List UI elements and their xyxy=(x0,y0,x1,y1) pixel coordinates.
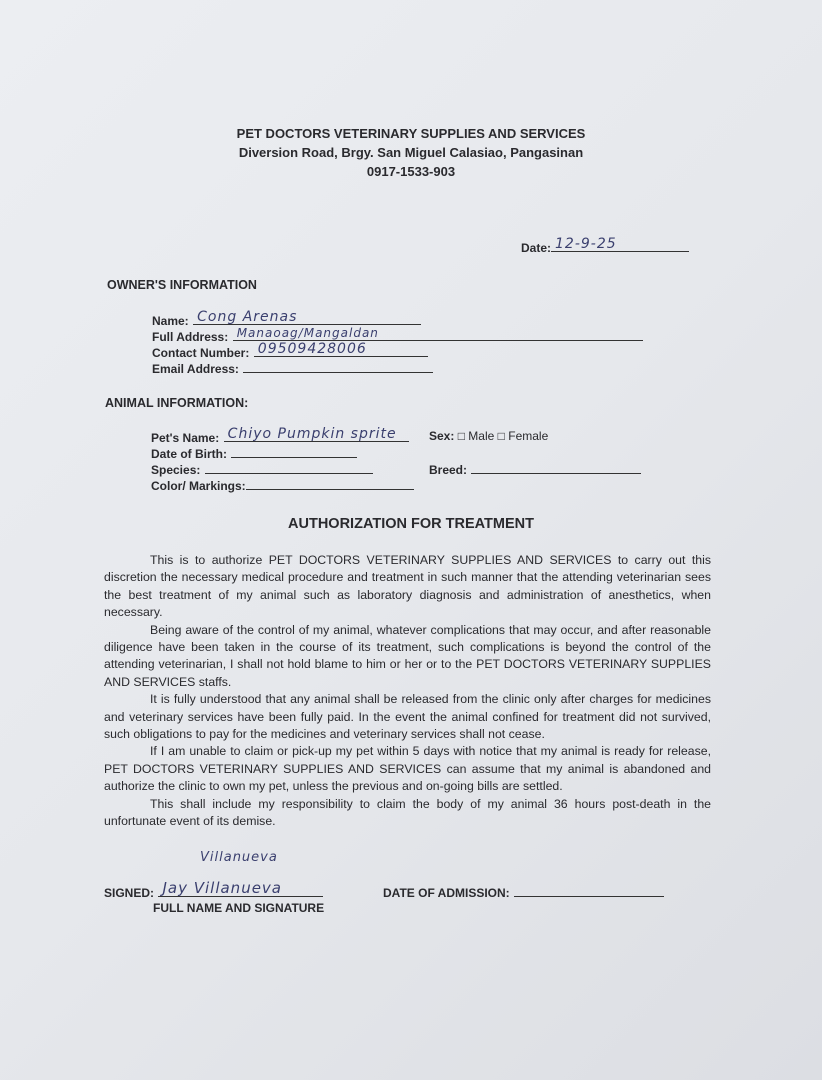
signed-field[interactable] xyxy=(104,879,323,902)
paragraph: It is fully understood that any animal shall be released from the clinic only after charges for medicines and veterinary services have been fully paid. In the event the animal confined for treatment did not survived, such obligations to pay for the medicines and veterinary services shall not cease. xyxy=(104,692,711,742)
animal-heading: ANIMAL INFORMATION: xyxy=(105,396,249,410)
email-label: Email Address: xyxy=(152,362,239,376)
dob-label: Date of Birth: xyxy=(151,447,227,461)
female-checkbox[interactable]: □ xyxy=(497,429,505,443)
admission-label: DATE OF ADMISSION: xyxy=(383,886,510,900)
company-phone: 0917-1533-903 xyxy=(366,164,456,179)
owner-name-field[interactable] xyxy=(152,311,643,327)
admission-date-field[interactable] xyxy=(383,883,664,902)
signed-label: SIGNED: xyxy=(104,886,155,900)
male-checkbox[interactable]: □ xyxy=(457,429,465,443)
date-value: 12-9-25 xyxy=(555,236,617,252)
owner-heading: OWNER'S INFORMATION xyxy=(107,278,257,292)
document-header xyxy=(0,124,822,181)
owner-contact-field[interactable] xyxy=(152,343,643,359)
dob-field[interactable] xyxy=(151,444,414,460)
female-label: Female xyxy=(508,429,549,443)
paragraph: Being aware of the control of my animal, whatever complications that may occur, and after reasonable diligence have been taken in the course of its treatment, such complications is beyond the control of the attending veterinarian, I shall not hold blame to him or her or to the PET DOCTORS VETERINARY SUPPLIES AND SERVICES staffs. xyxy=(104,622,711,689)
paragraph: If I am unable to claim or pick-up my pet within 5 days with notice that my animal is ready for release, PET DOCTORS VETERINARY SUPPLIES AND SERVICES can assume that my animal is abandoned and authorize the clinic to own my pet, unless the previous and on-going bills are settled. xyxy=(104,744,711,794)
breed-label: Breed: xyxy=(429,463,468,477)
paragraph: This is to authorize PET DOCTORS VETERINARY SUPPLIES AND SERVICES to carry out this discretion the necessary medical procedure and treatment in such manner that the attending veterinarian sees the best treatment of my animal such as laboratory diagnosis and administration of anesthetics, when necessary. xyxy=(104,553,711,620)
sex-field xyxy=(429,428,548,444)
authorization-title: AUTHORIZATION FOR TREATMENT xyxy=(288,516,534,532)
contact-value: 09509428006 xyxy=(257,341,367,357)
name-label: Name: xyxy=(152,314,189,328)
species-label: Species: xyxy=(151,463,201,477)
owner-address-field[interactable] xyxy=(152,327,643,343)
pet-name-label: Pet's Name: xyxy=(151,431,220,445)
signature-caption: FULL NAME AND SIGNATURE xyxy=(153,901,325,915)
owner-email-field[interactable] xyxy=(152,359,643,375)
species-field[interactable] xyxy=(151,460,414,476)
date-label: Date: xyxy=(521,241,552,255)
address-label: Full Address: xyxy=(152,330,229,344)
owner-fields xyxy=(152,311,643,375)
signed-name: Jay Villanueva xyxy=(162,879,282,897)
company-name: PET DOCTORS VETERINARY SUPPLIES AND SERVICES xyxy=(236,126,586,141)
breed-field[interactable] xyxy=(429,460,641,478)
contact-label: Contact Number: xyxy=(152,346,250,360)
pet-name-value: Chiyo Pumpkin sprite xyxy=(227,426,397,442)
animal-fields xyxy=(151,428,414,492)
male-label: Male xyxy=(468,429,495,443)
name-value: Cong Arenas xyxy=(197,309,298,325)
pet-name-field[interactable] xyxy=(151,428,414,444)
color-label: Color/ Markings: xyxy=(151,479,246,493)
sex-label: Sex: xyxy=(429,429,455,443)
color-field[interactable] xyxy=(151,476,414,492)
address-value: Manaoag/Mangaldan xyxy=(236,326,379,340)
company-address: Diversion Road, Brgy. San Miguel Calasiao, Pangasinan xyxy=(238,145,584,160)
paragraph: This shall include my responsibility to claim the body of my animal 36 hours post-death in the unfortunate event of its demise. xyxy=(104,796,711,829)
date-field[interactable] xyxy=(521,238,689,257)
authorization-body xyxy=(104,552,711,831)
signature-scribble: Villanueva xyxy=(200,850,278,865)
